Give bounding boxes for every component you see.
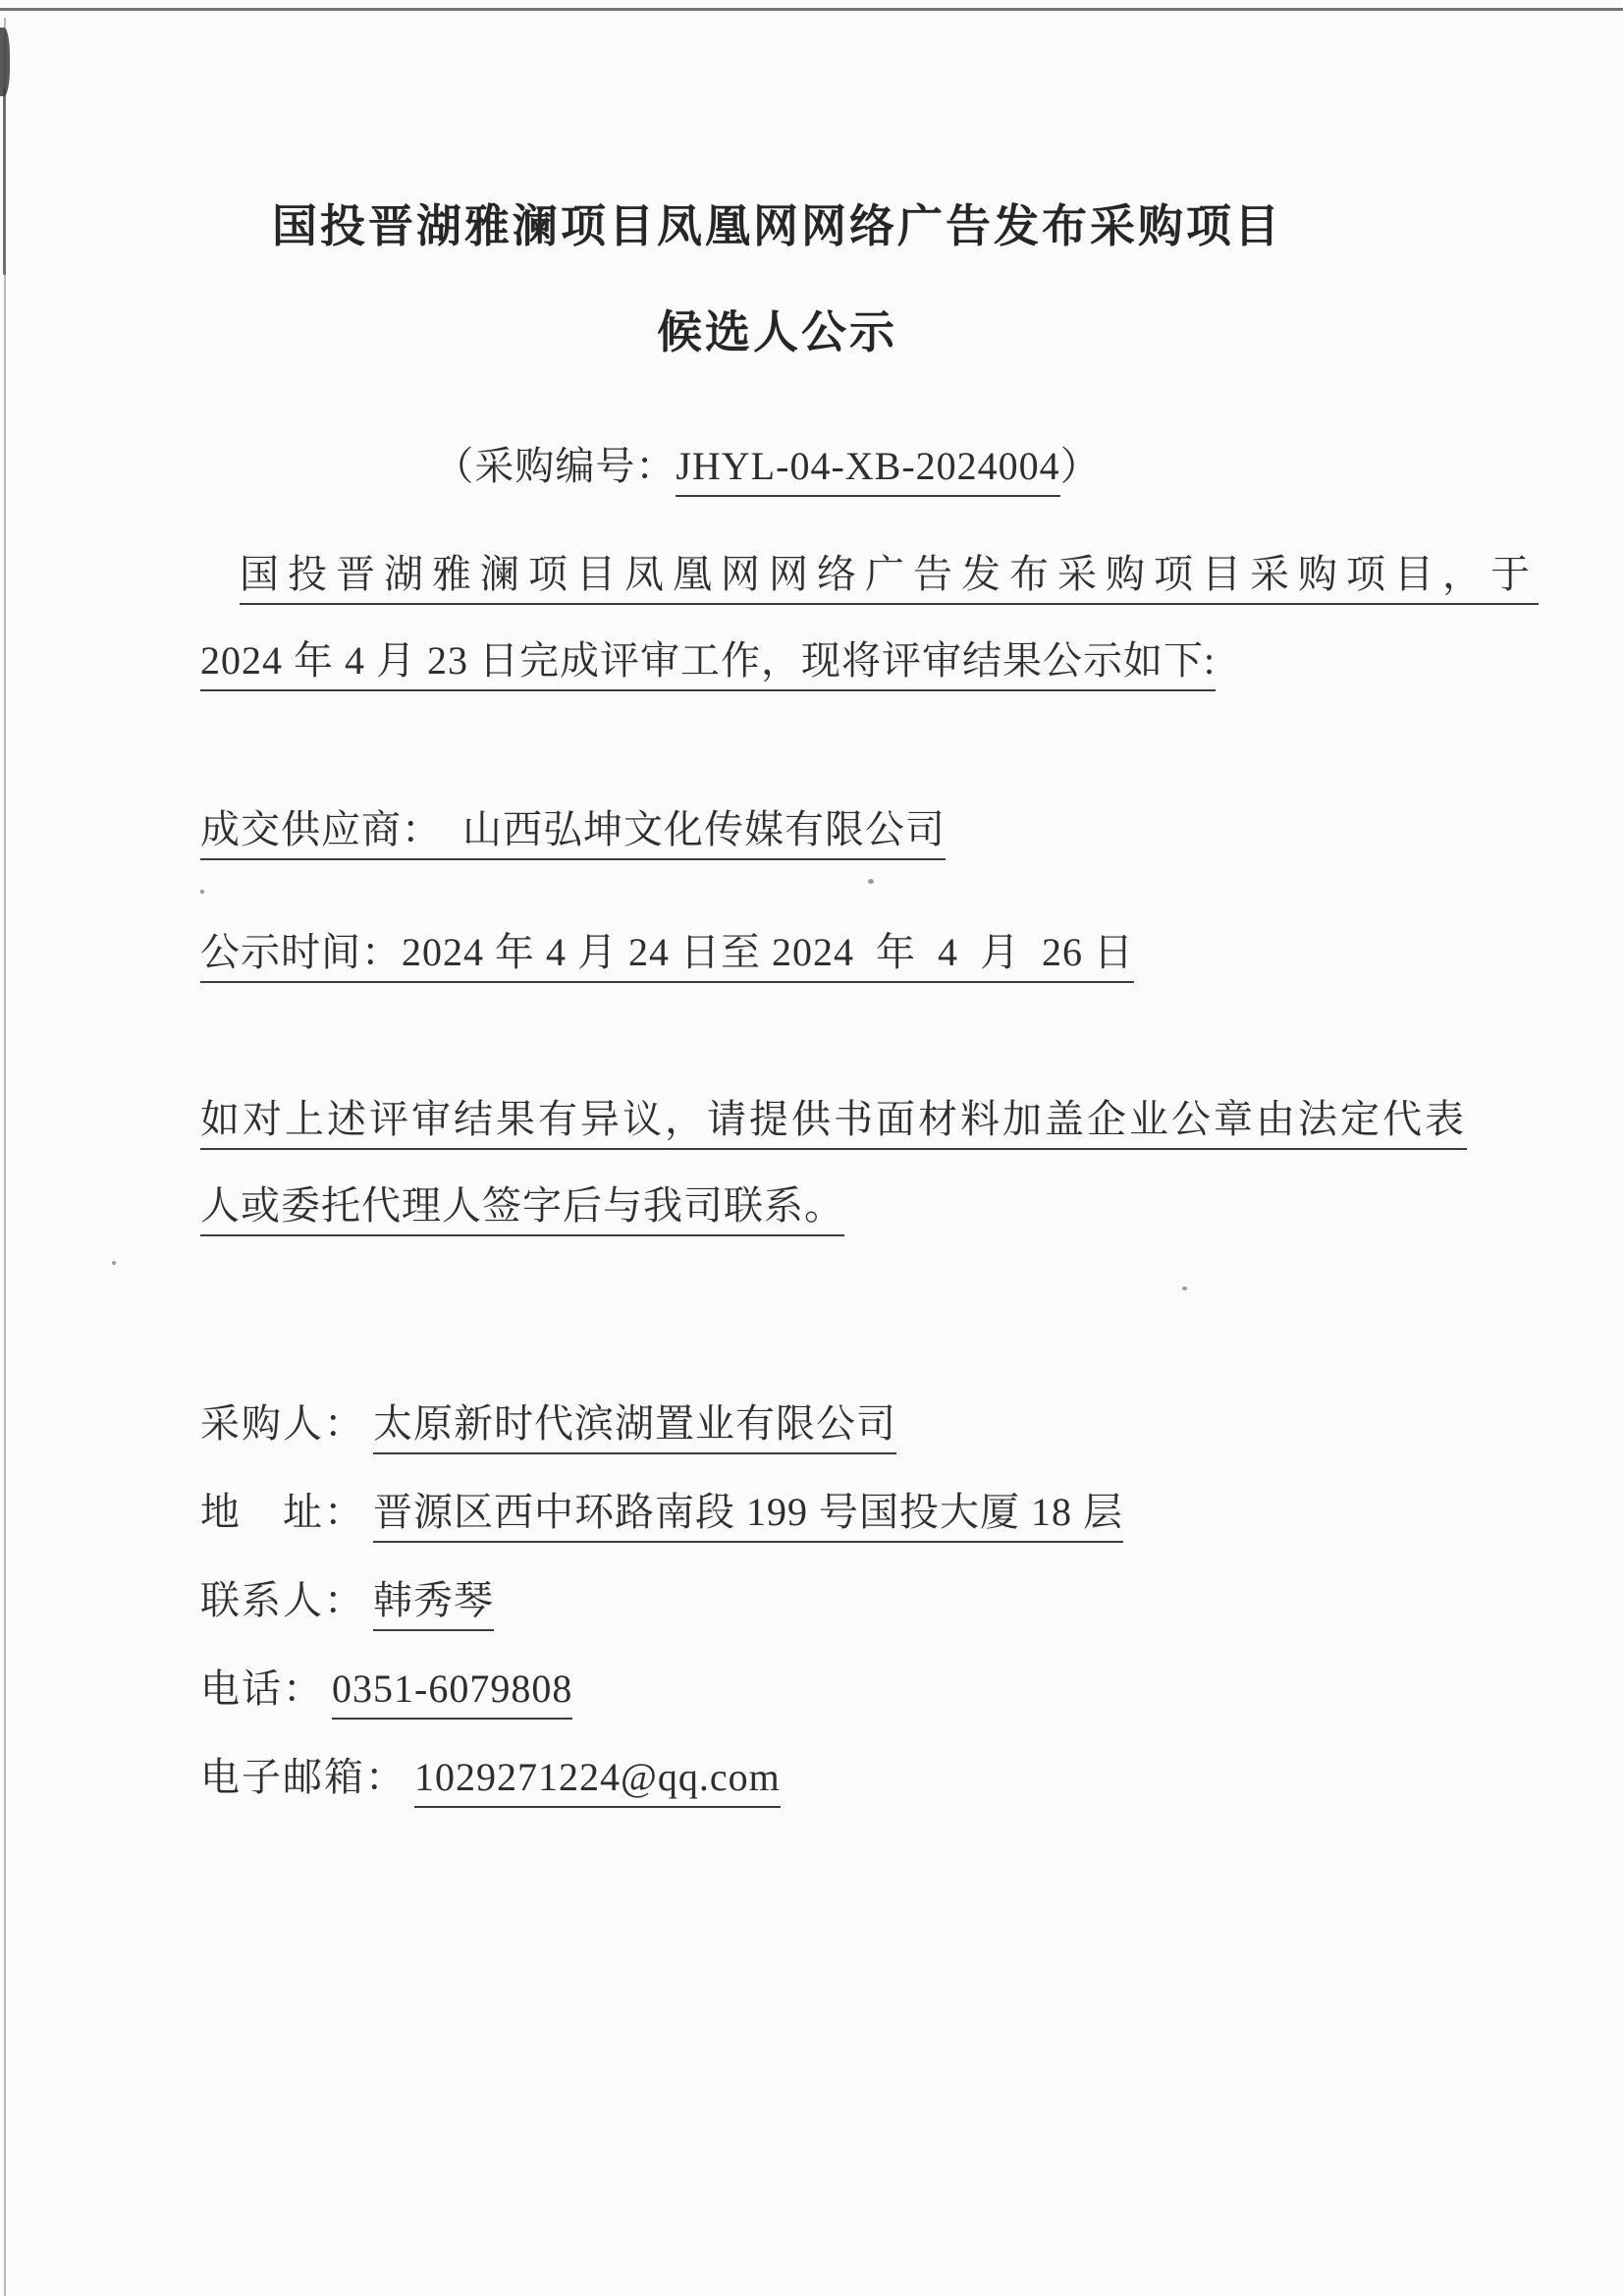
purchaser-row bbox=[200, 1399, 896, 1449]
publicity-period-text: 公示时间：2024 年 4 月 24 日至 2024 年 4 月 26 日 bbox=[200, 930, 1134, 983]
phone-row bbox=[200, 1665, 572, 1714]
phone-label: 电话： bbox=[200, 1667, 324, 1711]
awarded-supplier-text: 成交供应商： 山西弘坤文化传媒有限公司 bbox=[200, 807, 946, 860]
intro-text-line1: 国投晋湖雅澜项目凤凰网网络广告发布采购项目采购项目，于 bbox=[240, 552, 1539, 605]
email-value: 1029271224@qq.com bbox=[414, 1755, 781, 1808]
procurement-number-prefix: （采购编号： bbox=[434, 444, 676, 488]
intro-text-line2: 2024 年 4 月 23 日完成评审工作，现将评审结果公示如下: bbox=[200, 638, 1216, 691]
procurement-number-line bbox=[0, 442, 1535, 491]
scan-speck bbox=[868, 879, 874, 884]
email-row bbox=[200, 1753, 781, 1802]
address-value: 晋源区西中环路南段 199 号国投大厦 18 层 bbox=[373, 1490, 1123, 1543]
procurement-number-suffix: ） bbox=[1059, 444, 1101, 488]
address-row bbox=[200, 1488, 1123, 1537]
address-label: 地 址： bbox=[200, 1490, 365, 1534]
purchaser-label: 采购人： bbox=[200, 1401, 365, 1446]
document-title-line1: 国投晋湖雅澜项目凤凰网网络广告发布采购项目 bbox=[272, 201, 1282, 251]
objection-paragraph-line1 bbox=[200, 1095, 1467, 1144]
document-title-line2: 候选人公示 bbox=[657, 307, 897, 357]
objection-text-line1: 如对上述评审结果有异议，请提供书面材料加盖企业公章由法定代表 bbox=[200, 1097, 1467, 1150]
publicity-period-line bbox=[200, 928, 1134, 977]
scan-top-edge bbox=[0, 8, 1623, 11]
scan-speck bbox=[112, 1261, 116, 1265]
phone-value: 0351-6079808 bbox=[332, 1667, 572, 1720]
scan-speck bbox=[200, 890, 204, 894]
purchaser-value: 太原新时代滨湖置业有限公司 bbox=[373, 1401, 896, 1454]
contact-person-row bbox=[200, 1576, 494, 1625]
email-label: 电子邮箱： bbox=[200, 1755, 406, 1799]
intro-paragraph-line1 bbox=[240, 550, 1539, 599]
awarded-supplier-line bbox=[200, 805, 946, 854]
scan-speck bbox=[1182, 1286, 1187, 1290]
procurement-number: JHYL-04-XB-2024004 bbox=[676, 444, 1059, 497]
objection-text-line2: 人或委托代理人签字后与我司联系。 bbox=[200, 1183, 844, 1236]
objection-paragraph-line2 bbox=[200, 1181, 844, 1230]
scan-corner-mark bbox=[0, 27, 10, 96]
contact-person-label: 联系人： bbox=[200, 1578, 365, 1622]
intro-paragraph-line2 bbox=[200, 636, 1216, 685]
contact-person-value: 韩秀琴 bbox=[373, 1578, 494, 1631]
